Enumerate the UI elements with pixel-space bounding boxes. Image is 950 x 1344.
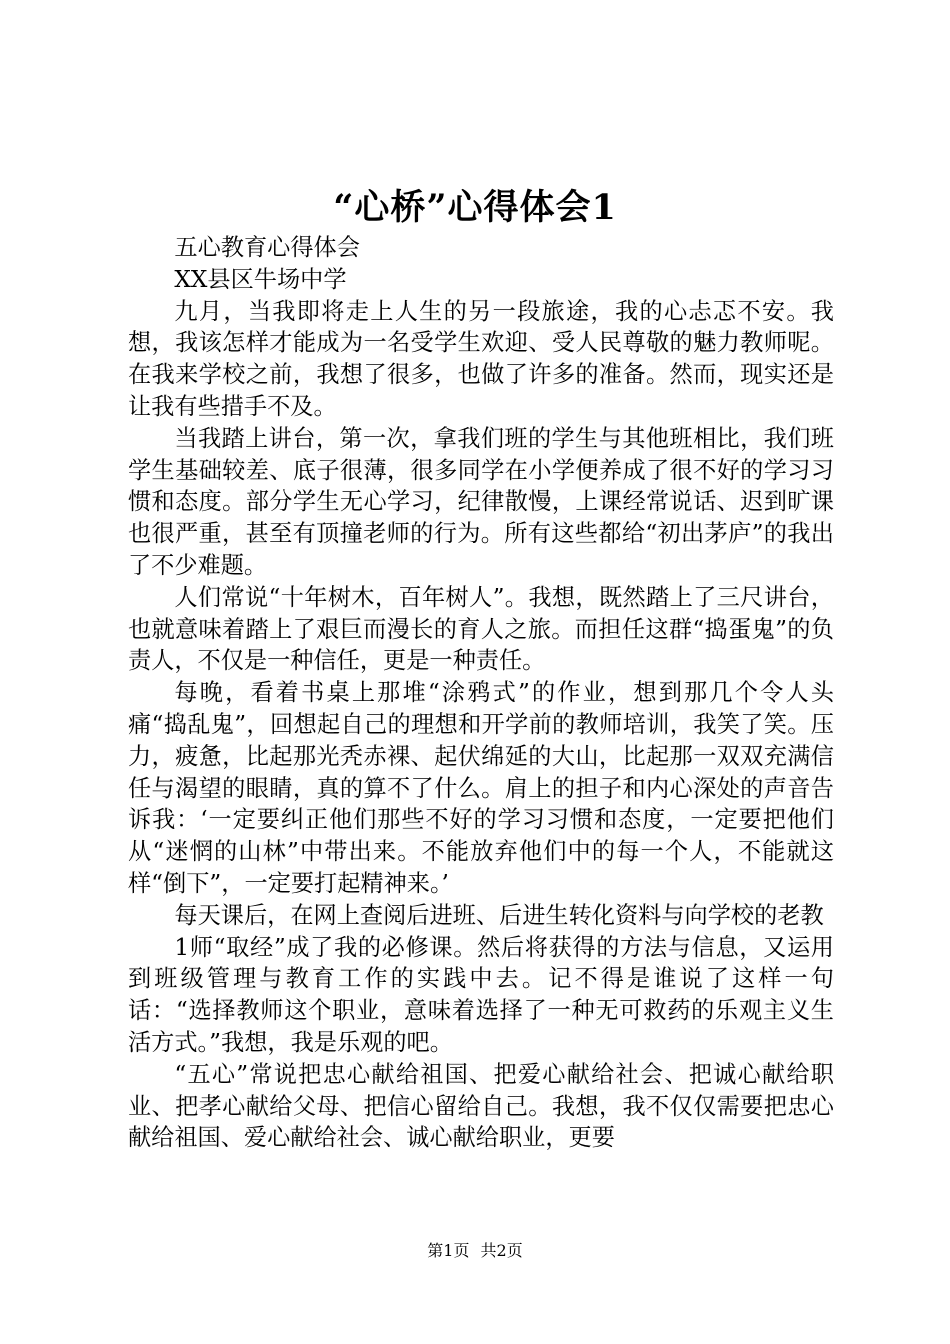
body-paragraph: “五心”常说把忠心献给祖国、把爱心献给社会、把诚心献给职业、把孝心献给父母、把信心留给自己。我想，我不仅仅需要把忠心献给祖国、爱心献给社会、诚心献给职业，更要: [128, 1060, 834, 1152]
body-paragraph: 1师“取经”成了我的必修课。然后将获得的方法与信息，又运用到班级管理与教育工作的实践中去。记不得是谁说了这样一句话：“选择教师这个职业，意味着选择了一种无可救药的乐观主义生活方式。”我想，我是乐观的吧。: [128, 933, 834, 1056]
document-title: “心桥”心得体会1: [333, 187, 617, 228]
document-body: [128, 232, 834, 1154]
school-name-paragraph: XX县区牛场中学: [174, 265, 347, 293]
body-paragraph: 每晚，看着书桌上那堆“涂鸦式”的作业，想到那几个令人头痛“捣乱鬼”，回想起自己的理想和开学前的教师培训，我笑了笑。压力，疲惫，比起那光秃赤裸、起伏绵延的大山，比起那一双双充满信任与渴望的眼睛，真的算不了什么。肩上的担子和内心深处的声音告诉我：‘一定要纠正他们那些不好的学习习惯和态度，一定要把他们从“迷惘的山林”中带出来。不能放弃他们中的每一个人，不能就这样“倒下”，一定要打起精神来。’: [128, 679, 834, 897]
body-paragraph: 九月，当我即将走上人生的另一段旅途，我的心忐忑不安。我想，我该怎样才能成为一名受学生欢迎、受人民尊敬的魅力教师呢。在我来学校之前，我想了很多，也做了许多的准备。然而，现实还是让我有些措手不及。: [128, 297, 834, 420]
body-paragraph: 人们常说“十年树木，百年树人”。我想，既然踏上了三尺讲台，也就意味着踏上了艰巨而漫长的育人之旅。而担任这群“捣蛋鬼”的负责人，不仅是一种信任，更是一种责任。: [128, 583, 834, 675]
page-total: 共2页: [480, 1241, 523, 1260]
page-footer: [0, 1240, 950, 1262]
subtitle-paragraph: 五心教育心得体会: [174, 234, 360, 261]
page-number: 第1页: [427, 1241, 470, 1260]
body-paragraph: 当我踏上讲台，第一次，拿我们班的学生与其他班相比，我们班学生基础较差、底子很薄，很多同学在小学便养成了很不好的学习习惯和态度。部分学生无心学习，纪律散慢，上课经常说话、迟到旷课也很严重，甚至有顶撞老师的行为。所有这些都给“初出茅庐”的我出了不少难题。: [128, 424, 834, 579]
body-paragraph: 每天课后，在网上查阅后进班、后进生转化资料与向学校的老教: [174, 901, 824, 929]
